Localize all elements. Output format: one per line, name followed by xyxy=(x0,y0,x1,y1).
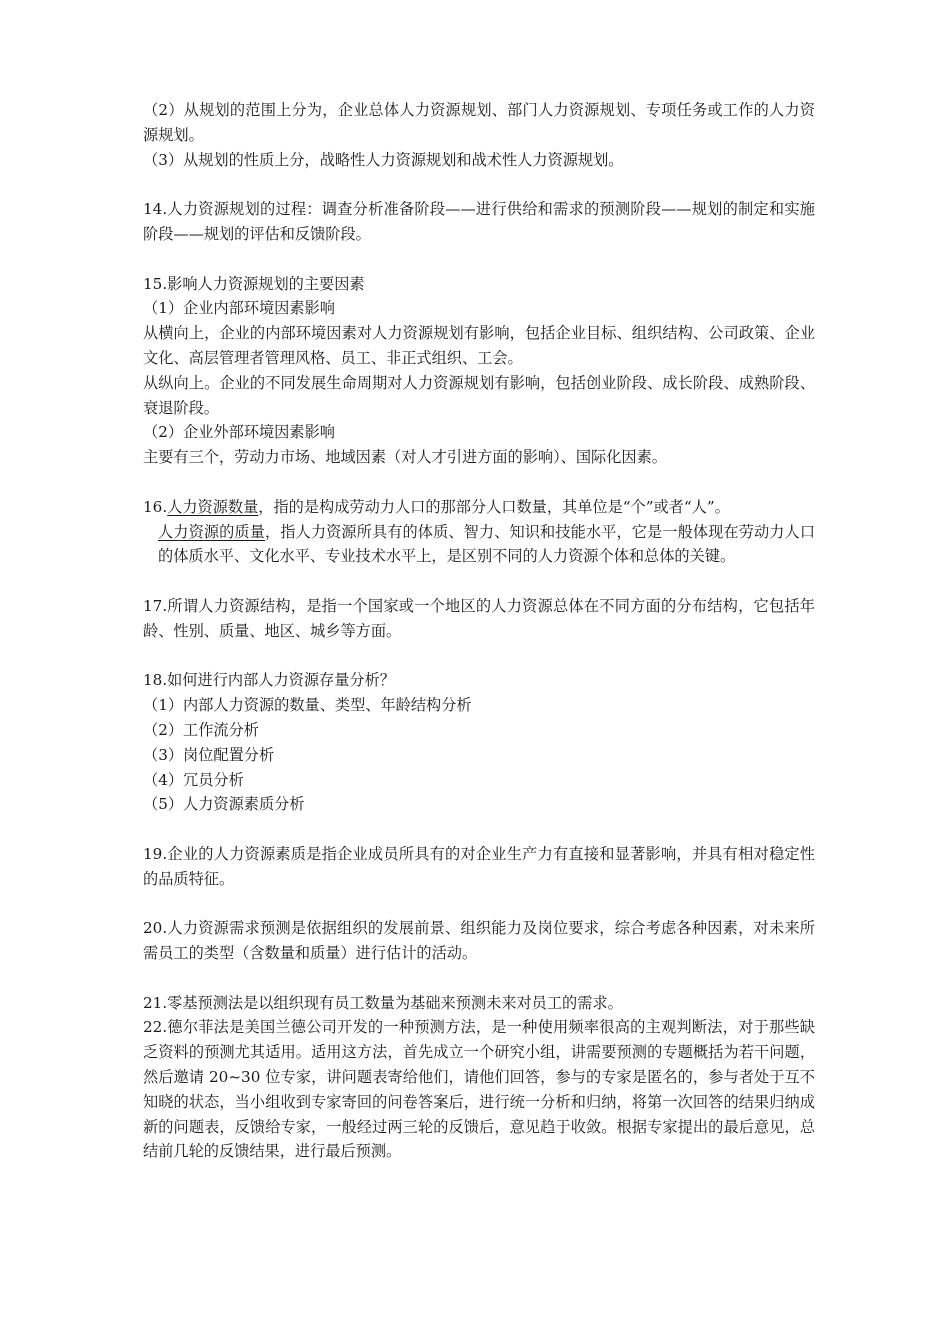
paragraph-item-17: 17.所谓人力资源结构，是指一个国家或一个地区的人力资源总体在不同方面的分布结构，它包括年龄、性别、质量、地区、城乡等方面。 xyxy=(143,596,815,640)
list-item: （5）人力资源素质分析 xyxy=(143,795,305,814)
document-page xyxy=(143,98,815,1164)
paragraph-item-22: 22.德尔菲法是美国兰德公司开发的一种预测方法，是一种使用频率很高的主观判断法，对于那些缺乏资料的预测尤其适用。适用这方法，首先成立一个研究小组，讲需要预测的专题概括为若干问题，然后邀请 20~30 位专家，讲问题表寄给他们，请他们回答，参与的专家是匿名的，参与者处于互不知晓的状态，当小组收到专家寄回的问卷答案后，进行统一分析和归纳，将第一次回答的结果归纳成新的问题表，反馈给专家，一般经过两三轮的反馈后，意见趋于收敛。根据专家提出的最后意见，总结前几轮的反馈结果，进行最后预测。 xyxy=(143,1018,815,1161)
paragraph-planning-scope: （2）从规划的范围上分为，企业总体人力资源规划、部门人力资源规划、专项任务或工作的人力资源规划。 xyxy=(143,101,815,144)
paragraph-item-16 xyxy=(143,495,815,520)
paragraph-item-19: 19.企业的人力资源素质是指企业成员所具有的对企业生产力有直接和显著影响，并具有相对稳定性的品质特征。 xyxy=(143,844,815,888)
paragraph-external: 主要有三个，劳动力市场、地域因素（对人才引进方面的影响）、国际化因素。 xyxy=(143,448,667,467)
list-item: （2）工作流分析 xyxy=(143,720,259,739)
list-item: （4）冗员分析 xyxy=(143,770,244,789)
paragraph-planning-nature: （3）从规划的性质上分，战略性人力资源规划和战术性人力资源规划。 xyxy=(143,150,624,169)
subheading-internal-factors: （1）企业内部环境因素影响 xyxy=(143,299,335,318)
item-16-number: 16. xyxy=(143,497,168,516)
paragraph-vertical: 从纵向上。企业的不同发展生命周期对人力资源规划有影响，包括创业阶段、成长阶段、成熟阶段、衰退阶段。 xyxy=(143,373,815,417)
term-hr-quality: 人力资源的质量 xyxy=(158,522,265,541)
paragraph-item-14: 14.人力资源规划的过程：调查分析准备阶段——进行供给和需求的预测阶段——规划的制定和实施阶段——规划的评估和反馈阶段。 xyxy=(143,200,815,243)
paragraph-horizontal: 从横向上，企业的内部环境因素对人力资源规划有影响，包括企业目标、组织结构、公司政策、企业文化、高层管理者管理风格、员工、非正式组织、工会。 xyxy=(143,324,815,367)
hr-quality-definition: ，指人力资源所具有的体质、智力、知识和技能水平，它是一般体现在劳动力人口的体质水平、文化水平、专业技术水平上，是区别不同的人力资源个体和总体的关键。 xyxy=(158,522,815,566)
paragraph-item-20: 20.人力资源需求预测是依据组织的发展前景、组织能力及岗位要求，综合考虑各种因素，对未来所需员工的类型（含数量和质量）进行估计的活动。 xyxy=(143,919,815,963)
list-item: （1）内部人力资源的数量、类型、年龄结构分析 xyxy=(143,696,472,715)
paragraph-hr-quality xyxy=(143,520,815,570)
heading-item-15: 15.影响人力资源规划的主要因素 xyxy=(143,274,365,293)
subheading-external-factors: （2）企业外部环境因素影响 xyxy=(143,423,335,442)
heading-item-18: 18.如何进行内部人力资源存量分析？ xyxy=(143,671,395,690)
term-hr-quantity: 人力资源数量 xyxy=(167,497,259,516)
list-item: （3）岗位配置分析 xyxy=(143,745,275,764)
paragraph-item-21: 21.零基预测法是以组织现有员工数量为基础来预测未来对员工的需求。 xyxy=(143,993,623,1012)
item-16-definition: ，指的是构成劳动力人口的那部分人口数量，其单位是“个”或者“人”。 xyxy=(258,497,730,516)
